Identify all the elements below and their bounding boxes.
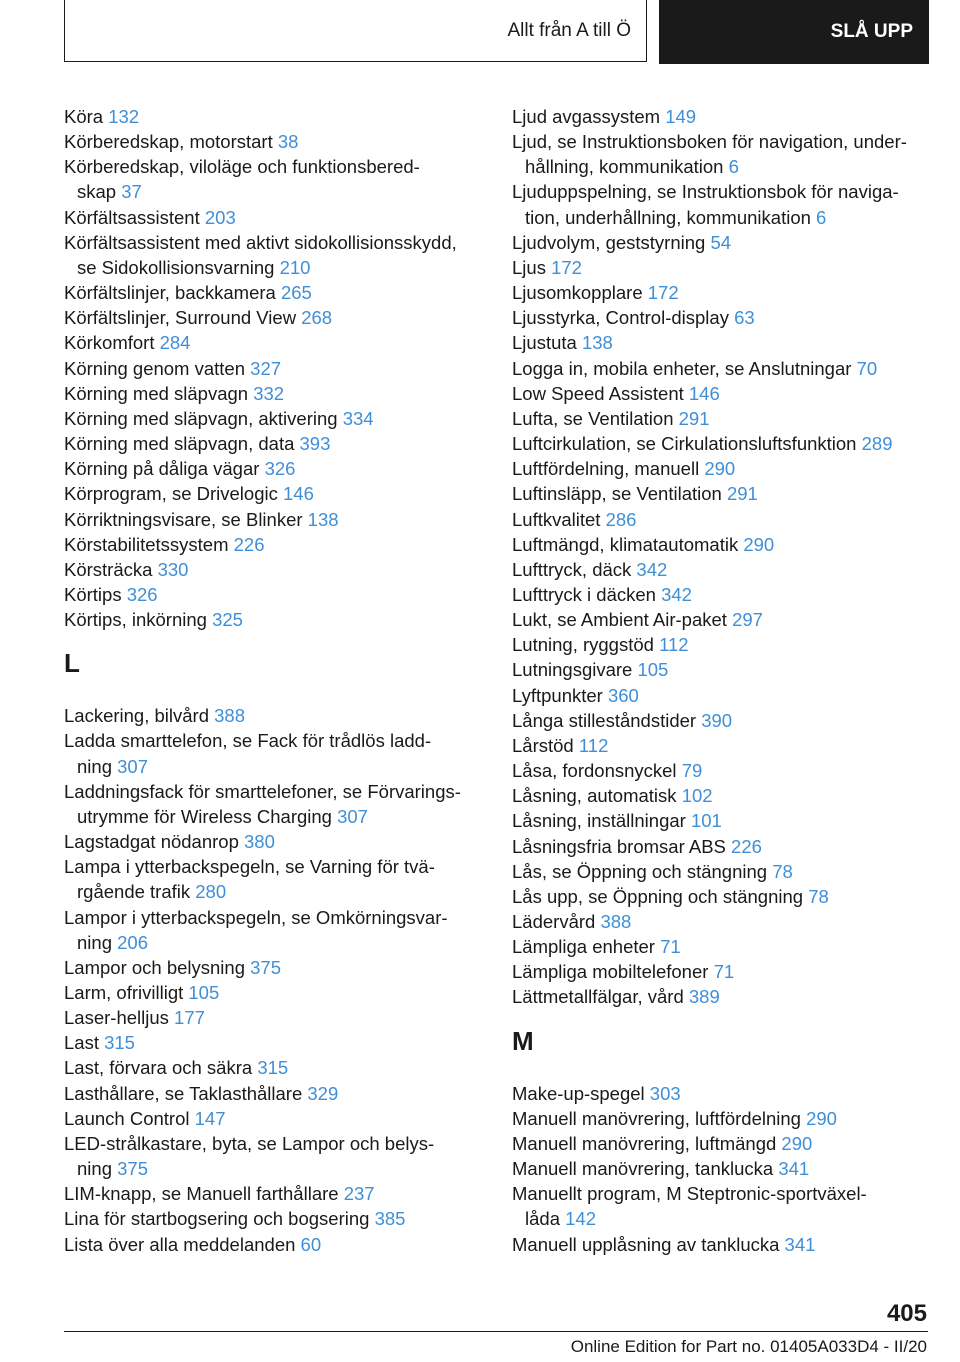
entry-text: Körfältsassistent med aktivt sidokollisionsskydd,	[64, 231, 457, 253]
tab-a-to-z[interactable]	[64, 0, 647, 62]
page-link[interactable]: 112	[659, 634, 689, 656]
page-link[interactable]: 203	[204, 206, 236, 228]
page-link[interactable]: 177	[174, 1007, 205, 1029]
page-link[interactable]: 226	[233, 533, 265, 555]
entry-text: Lampa i ytterbackspegeln, se Varning för tvä-	[64, 856, 435, 878]
entry-text: Ljud avgassystem	[512, 106, 661, 127]
page-link[interactable]: 375	[250, 956, 282, 978]
index-entry	[512, 683, 932, 708]
entry-text: Körtips, inkörning	[64, 609, 207, 631]
page-link[interactable]: 280	[195, 881, 227, 903]
page-link[interactable]: 6	[816, 206, 827, 228]
page-link[interactable]: 132	[108, 106, 140, 127]
page-link[interactable]: 265	[280, 282, 312, 304]
page-link[interactable]: 290	[743, 533, 775, 555]
index-entry	[64, 829, 484, 854]
page-link[interactable]: 290	[704, 458, 736, 480]
page-link[interactable]: 210	[279, 256, 311, 278]
entry-text: Luftinsläpp, se Ventilation	[512, 483, 722, 505]
entry-text: Körning med släpvagn, aktivering	[64, 407, 338, 429]
entry-text: Lutning, ryggstöd	[512, 634, 654, 656]
index-entry	[512, 557, 932, 582]
entry-text: Last, förvara och säkra	[64, 1057, 253, 1079]
index-entry	[64, 1030, 484, 1055]
page-link[interactable]: 226	[731, 835, 762, 857]
entry-text: ning	[77, 1158, 112, 1180]
entry-text: Manuellt program, M Steptronic-sportväxel-	[512, 1183, 867, 1205]
page-link[interactable]: 146	[283, 483, 314, 505]
tab-a-to-z-label: Allt från A till Ö	[507, 19, 631, 41]
entry-text: Körning med släpvagn, data	[64, 433, 295, 455]
index-entry	[64, 557, 484, 582]
entry-text: utrymme för Wireless Charging	[77, 805, 332, 827]
index-column-right	[512, 104, 932, 1257]
page-link[interactable]: 315	[257, 1057, 289, 1079]
page-link[interactable]: 138	[581, 332, 613, 354]
entry-text: Lufta, se Ventilation	[512, 407, 674, 429]
page-link[interactable]: 325	[212, 609, 243, 631]
section-letter: M	[512, 1025, 534, 1056]
page-link[interactable]: 237	[343, 1183, 375, 1205]
entry-text: Manuell manövrering, luftmängd	[512, 1132, 777, 1154]
entry-text: Låsning, automatisk	[512, 785, 677, 807]
page-link[interactable]: 327	[250, 357, 282, 379]
page-link[interactable]: 54	[710, 231, 732, 253]
entry-text: Låsa, fordonsnyckel	[512, 760, 677, 782]
entry-text: Körfältslinjer, backkamera	[64, 282, 276, 304]
entry-text: Lampor i ytterbackspegeln, se Omkörningsvar-	[64, 906, 448, 928]
index-entry	[64, 104, 484, 129]
index-entry	[512, 179, 932, 229]
entry-text: Lårstöd	[512, 734, 574, 756]
page-link[interactable]: 101	[690, 810, 722, 832]
entry-text: LIM-knapp, se Manuell farthållare	[64, 1183, 339, 1205]
page-link[interactable]: 38	[277, 131, 299, 153]
index-entry	[512, 959, 932, 984]
entry-text: Körtips	[64, 583, 122, 605]
entry-text: Lufttryck, däck	[512, 558, 632, 580]
page-link[interactable]: 329	[307, 1082, 339, 1104]
page-link[interactable]: 334	[342, 407, 374, 429]
page-link[interactable]: 78	[808, 885, 829, 907]
tab-look-up[interactable]	[659, 0, 929, 64]
entry-text: Lackering, bilvård	[64, 705, 209, 727]
entry-text: Laser-helljus	[64, 1007, 169, 1029]
page-link[interactable]: 332	[253, 382, 285, 404]
page-link[interactable]: 268	[301, 307, 333, 329]
entry-text: Lädervård	[512, 911, 596, 932]
page-link[interactable]: 290	[806, 1107, 837, 1129]
entry-text: Låsningsfria bromsar ABS	[512, 835, 726, 857]
entry-text: Lämpliga enheter	[512, 936, 655, 958]
index-entry	[64, 532, 484, 557]
entry-text: skap	[77, 181, 117, 203]
index-entry	[64, 406, 484, 431]
page-link[interactable]: 385	[374, 1208, 406, 1230]
index-entry	[512, 984, 932, 1009]
entry-text: Lämpliga mobiltelefoner	[512, 961, 709, 983]
index-entry	[64, 980, 484, 1005]
page-link[interactable]: 146	[688, 382, 720, 404]
page-link[interactable]: 102	[681, 785, 713, 807]
index-entry	[512, 431, 932, 456]
index-entry	[64, 230, 484, 280]
page-link[interactable]: 388	[600, 911, 632, 932]
entry-text: Lukt, se Ambient Air-paket	[512, 609, 727, 631]
page-link[interactable]: 37	[121, 181, 142, 203]
index-entry	[512, 859, 932, 884]
entry-text: Manuell manövrering, tanklucka	[512, 1158, 774, 1180]
entry-text: Luftfördelning, manuell	[512, 458, 700, 480]
index-entry	[64, 154, 484, 204]
index-entry	[64, 481, 484, 506]
index-entry	[512, 255, 932, 280]
index-entry	[512, 1106, 932, 1131]
page-link[interactable]: 360	[607, 684, 639, 706]
entry-text: Ljusomkopplare	[512, 282, 643, 304]
page-link[interactable]: 6	[728, 156, 739, 178]
entry-text: Ljusstyrka, Control-display	[512, 307, 729, 329]
index-entry	[64, 205, 484, 230]
page-link[interactable]: 388	[214, 705, 246, 727]
index-entry	[512, 1156, 932, 1181]
entry-text: tion, underhållning, kommunikation	[525, 206, 811, 228]
page-link[interactable]: 71	[713, 961, 735, 983]
page-link[interactable]: 303	[649, 1082, 681, 1104]
index-entry	[512, 607, 932, 632]
page-link[interactable]: 297	[732, 609, 763, 631]
index-entry	[64, 1055, 484, 1080]
entry-text: Luftmängd, klimatautomatik	[512, 533, 739, 555]
entry-text: Körprogram, se Drivelogic	[64, 483, 278, 505]
entry-text: Manuell manövrering, luftfördelning	[512, 1107, 801, 1129]
entry-text: Laddningsfack för smarttelefoner, se Förvarings-	[64, 780, 461, 802]
index-entry	[512, 758, 932, 783]
index-entry	[512, 356, 932, 381]
index-entry	[64, 381, 484, 406]
index-entry	[512, 230, 932, 255]
page-link[interactable]: 341	[778, 1158, 810, 1180]
entry-text: Körsträcka	[64, 558, 153, 580]
index-entry	[64, 330, 484, 355]
header	[64, 0, 929, 64]
page-link[interactable]: 289	[861, 433, 893, 455]
index-entry	[64, 1131, 484, 1181]
index-entry	[64, 507, 484, 532]
entry-text: låda	[525, 1208, 560, 1230]
index-entry	[64, 1206, 484, 1231]
index-entry	[512, 1232, 932, 1257]
page-link[interactable]: 79	[681, 760, 703, 782]
index-entry	[512, 632, 932, 657]
entry-text: Körberedskap, motorstart	[64, 131, 273, 153]
page-link[interactable]: 147	[194, 1107, 226, 1129]
index-entry	[512, 406, 932, 431]
entry-text: Körstabilitetssystem	[64, 533, 229, 555]
entry-text: hållning, kommunikation	[525, 156, 724, 178]
entry-text: Luftkvalitet	[512, 508, 601, 530]
index-entry	[64, 305, 484, 330]
index-entry	[512, 909, 932, 934]
entry-text: Körberedskap, viloläge och funktionsbered-	[64, 156, 420, 178]
index-entry	[512, 104, 932, 129]
index-entry	[64, 1081, 484, 1106]
index-entry	[64, 456, 484, 481]
entry-text: Låsning, inställningar	[512, 810, 686, 832]
entry-text: Körning på dåliga vägar	[64, 458, 260, 480]
index-entry	[512, 507, 932, 532]
page-link[interactable]: 105	[637, 659, 669, 681]
entry-text: Make-up-spegel	[512, 1082, 645, 1104]
index-entry	[64, 280, 484, 305]
page-link[interactable]: 291	[726, 483, 758, 505]
index-entry	[512, 481, 932, 506]
page-link[interactable]: 172	[551, 256, 582, 278]
index-entry	[64, 955, 484, 980]
index-entry	[512, 532, 932, 557]
page-link[interactable]: 326	[126, 583, 158, 605]
index-entry	[512, 783, 932, 808]
entry-text: Körkomfort	[64, 332, 155, 354]
entry-text: Lasthållare, se Taklasthållare	[64, 1082, 303, 1104]
page-link[interactable]: 307	[337, 805, 368, 827]
index-entry	[512, 280, 932, 305]
page-link[interactable]: 315	[104, 1032, 135, 1054]
page-link[interactable]: 341	[784, 1233, 816, 1255]
page-link[interactable]: 307	[117, 755, 148, 777]
page-number: 405	[886, 1300, 927, 1327]
entry-text: Ljud, se Instruktionsboken för navigation, under-	[512, 131, 907, 153]
index-entry	[64, 356, 484, 381]
entry-text: ning	[77, 931, 112, 953]
page-link[interactable]: 284	[159, 332, 191, 354]
page-link[interactable]: 291	[678, 407, 710, 429]
index-entry	[512, 657, 932, 682]
page-link[interactable]: 342	[636, 558, 668, 580]
entry-text: Logga in, mobila enheter, se Anslutningar	[512, 357, 852, 379]
index-entry	[512, 808, 932, 833]
index-entry	[64, 607, 484, 632]
index-entry	[64, 1181, 484, 1206]
entry-text: Lås, se Öppning och stängning	[512, 860, 768, 882]
page-link[interactable]: 172	[647, 282, 679, 304]
entry-text: se Sidokollisionsvarning	[77, 256, 275, 278]
footer-divider	[64, 1331, 928, 1332]
entry-text: Manuell upplåsning av tanklucka	[512, 1233, 780, 1255]
index-entry	[512, 582, 932, 607]
page-link[interactable]: 390	[701, 709, 733, 731]
index-entry	[512, 934, 932, 959]
index-entry	[64, 1106, 484, 1131]
index-entry	[512, 456, 932, 481]
index-entry	[64, 129, 484, 154]
page-link[interactable]: 112	[578, 734, 609, 756]
index-entry	[64, 779, 484, 829]
page-link[interactable]: 60	[300, 1233, 322, 1255]
index-entry	[512, 330, 932, 355]
page-link[interactable]: 389	[688, 986, 720, 1008]
index-entry	[512, 1181, 932, 1231]
page-link[interactable]: 142	[565, 1208, 596, 1230]
index-entry	[512, 129, 932, 179]
entry-text: Luftcirkulation, se Cirkulationsluftsfunktion	[512, 433, 857, 455]
index-entry	[64, 728, 484, 778]
section-letter: L	[64, 648, 80, 679]
page-link[interactable]: 380	[244, 831, 275, 853]
index-entry	[512, 381, 932, 406]
index-entry	[512, 1131, 932, 1156]
entry-text: Körfältslinjer, Surround View	[64, 307, 297, 329]
index-column-left	[64, 104, 484, 1257]
page-link[interactable]: 63	[734, 307, 755, 329]
entry-text: Långa stilleståndstider	[512, 709, 697, 731]
entry-text: Ljudvolym, geststyrning	[512, 231, 706, 253]
page-link[interactable]: 393	[299, 433, 331, 455]
page-link[interactable]: 286	[605, 508, 637, 530]
page-link[interactable]: 149	[665, 106, 697, 127]
entry-text: Last	[64, 1032, 99, 1054]
index-entry	[512, 305, 932, 330]
entry-text: Lyftpunkter	[512, 684, 603, 706]
tab-look-up-label: SLÅ UPP	[830, 21, 913, 42]
entry-text: LED-strålkastare, byta, se Lampor och belys-	[64, 1132, 435, 1154]
page-link[interactable]: 330	[157, 558, 189, 580]
entry-text: Lufttryck i däcken	[512, 583, 656, 605]
index-entry	[64, 1005, 484, 1030]
index-entry	[64, 703, 484, 728]
entry-text: Ljuduppspelning, se Instruktionsbok för naviga-	[512, 181, 899, 203]
page-link[interactable]: 326	[264, 458, 296, 480]
index-entry	[512, 834, 932, 859]
entry-text: Larm, ofrivilligt	[64, 982, 184, 1003]
page-link[interactable]: 70	[856, 357, 878, 379]
entry-text: Körriktningsvisare, se Blinker	[64, 508, 303, 530]
page-link[interactable]: 206	[117, 931, 148, 953]
entry-text: rgående trafik	[77, 881, 191, 903]
index-entry	[512, 1081, 932, 1106]
page-link[interactable]: 375	[117, 1158, 148, 1180]
entry-text: Lampor och belysning	[64, 956, 245, 978]
index-entry	[512, 884, 932, 909]
page-link[interactable]: 138	[307, 508, 339, 530]
index-entry	[64, 905, 484, 955]
index-entry	[64, 854, 484, 904]
entry-text: Low Speed Assistent	[512, 382, 684, 404]
entry-text: Lås upp, se Öppning och stängning	[512, 885, 804, 907]
entry-text: Lutningsgivare	[512, 659, 633, 681]
page-link[interactable]: 342	[661, 583, 692, 605]
entry-text: Ladda smarttelefon, se Fack för trådlös ladd-	[64, 730, 432, 752]
entry-text: Lagstadgat nödanrop	[64, 831, 239, 853]
entry-text: Körfältsassistent	[64, 206, 200, 228]
entry-text: ning	[77, 755, 112, 777]
page-link[interactable]: 78	[772, 860, 793, 882]
entry-text: Köra	[64, 106, 104, 127]
page-link[interactable]: 290	[781, 1132, 813, 1154]
entry-text: Lista över alla meddelanden	[64, 1233, 296, 1255]
index-entry	[512, 733, 932, 758]
entry-text: Lättmetallfälgar, vård	[512, 986, 684, 1008]
entry-text: Ljustuta	[512, 332, 577, 354]
index-entry	[64, 582, 484, 607]
entry-text: Körning genom vatten	[64, 357, 246, 379]
entry-text: Ljus	[512, 256, 546, 278]
entry-text: Launch Control	[64, 1107, 190, 1129]
page-link[interactable]: 71	[660, 936, 681, 958]
edition-text: Online Edition for Part no. 01405A033D4 - II/20	[570, 1337, 927, 1356]
index-entry	[512, 708, 932, 733]
entry-text: Körning med släpvagn	[64, 382, 249, 404]
entry-text: Lina för startbogsering och bogsering	[64, 1208, 370, 1230]
page-link[interactable]: 105	[188, 982, 220, 1003]
index-entry	[64, 431, 484, 456]
index-entry	[64, 1232, 484, 1257]
